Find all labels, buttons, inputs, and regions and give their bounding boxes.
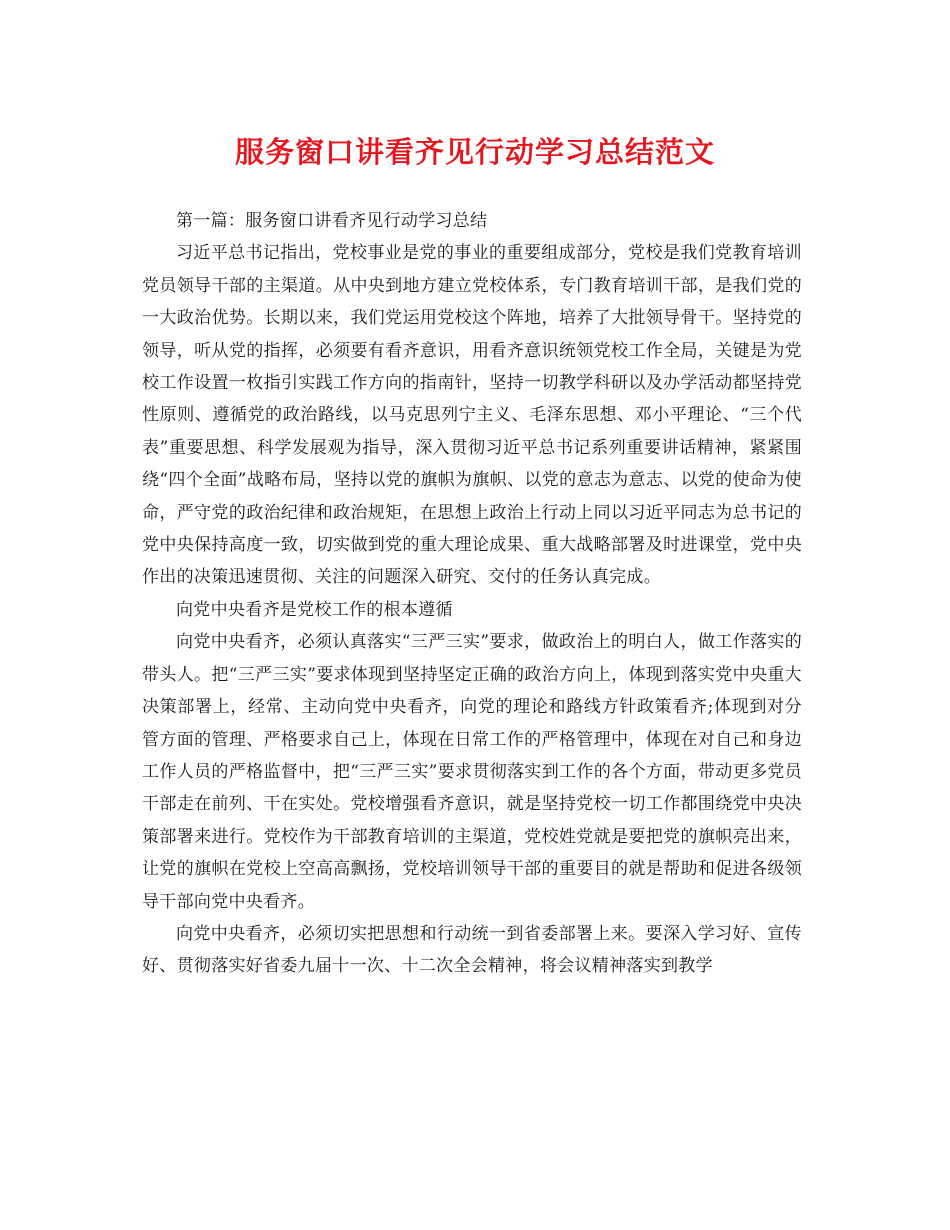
body-paragraph: 向党中央看齐，必须认真落实“三严三实”要求，做政治上的明白人，做工作落实的带头人。把“三严三实”要求体现到坚持坚定正确的政治方向上，体现到落实党中央重大决策部署上，经常、主动向党中央看齐，向党的理论和路线方针政策看齐;体现到对分管方面的管理、严格要求自己上，体现在日常工作的严格管理中，体现在对自己和身边工作人员的严格监督中，把“三严三实”要求贯彻落实到工作的各个方面，带动更多党员干部走在前列、干在实处。党校增强看齐意识，就是坚持党校一切工作都围绕党中央决策部署来进行。党校作为干部教育培训的主渠道，党校姓党就是要把党的旗帜亮出来，让党的旗帜在党校上空高高飘扬，党校培训领导干部的重要目的就是帮助和促进各级领导干部向党中央看齐。 bbox=[142, 632, 802, 912]
body-paragraph: 向党中央看齐，必须切实把思想和行动统一到省委部署上来。要深入学习好、宣传好、贯彻落实好省委九届十一次、十二次全会精神，将会议精神落实到教学 bbox=[142, 923, 802, 977]
body-paragraph: 习近平总书记指出，党校事业是党的事业的重要组成部分，党校是我们党教育培训党员领导干部的主渠道。从中央到地方建立党校体系，专门教育培训干部，是我们党的一大政治优势。长期以来，我们党运用党校这个阵地，培养了大批领导骨干。坚持党的领导，听从党的指挥，必须要有看齐意识，用看齐意识统领党校工作全局，关键是为党校工作设置一枚指引实践工作方向的指南针，坚持一切教学科研以及办学活动都坚持党性原则、遵循党的政治路线，以马克思列宁主义、毛泽东思想、邓小平理论、“三个代表”重要思想、科学发展观为指导，深入贯彻习近平总书记系列重要讲话精神，紧紧围绕“四个全面”战略布局，坚持以党的旗帜为旗帜、以党的意志为意志、以党的使命为使命，严守党的政治纪律和政治规矩，在思想上政治上行动上同以习近平同志为总书记的党中央保持高度一致，切实做到党的重大理论成果、重大战略部署及时进课堂，党中央作出的决策迅速贯彻、关注的问题深入研究、交付的任务认真完成。 bbox=[142, 243, 802, 588]
section-heading: 第一篇：服务窗口讲看齐见行动学习总结 bbox=[176, 211, 488, 231]
document-body bbox=[142, 205, 802, 983]
document-title: 服务窗口讲看齐见行动学习总结范文 bbox=[234, 135, 715, 169]
section-heading: 向党中央看齐是党校工作的根本遵循 bbox=[176, 599, 453, 620]
